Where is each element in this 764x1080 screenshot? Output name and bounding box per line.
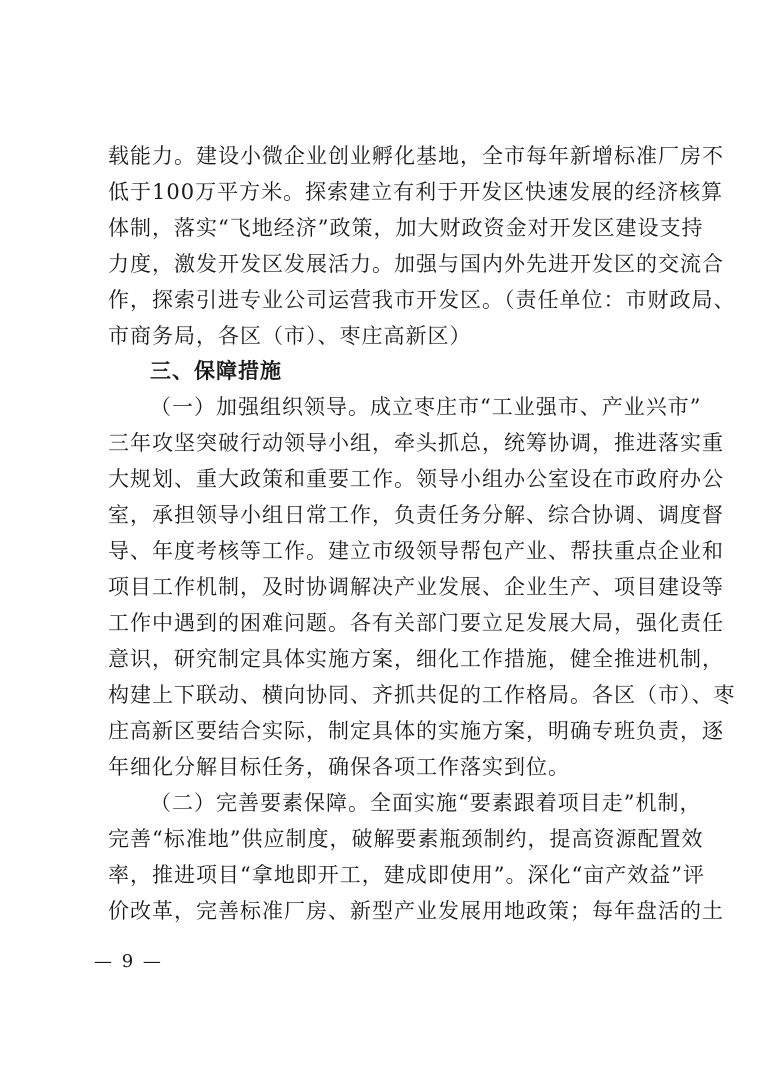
section-heading: 三、保障措施 [150,359,282,383]
subsection-lead-line: （一）加强组织领导。成立枣庄市“工业强市、产业兴市” [150,395,702,419]
body-text-line: 庄高新区要结合实际，制定具体的实施方案，明确专班负责，逐 [108,719,724,743]
body-text-line: 构建上下联动、横向协同、齐抓共促的工作格局。各区（市）、枣 [108,683,736,707]
body-text-line: 低于100万平方米。探索建立有利于开发区快速发展的经济核算 [108,180,724,204]
body-text-line: 年细化分解目标任务，确保各项工作落实到位。 [108,755,570,779]
body-text-line: 导、年度考核等工作。建立市级领导帮包产业、帮扶重点企业和 [108,539,724,563]
page-number: — 9 — [94,951,163,972]
body-text-line: 项目工作机制，及时协调解决产业发展、企业生产、项目建设等 [108,575,724,599]
body-text-line: 市商务局，各区（市）、枣庄高新区） [108,324,472,348]
body-text-line: 作，探索引进专业公司运营我市开发区。（责任单位：市财政局、 [108,288,736,312]
body-text-line: 完善“标准地”供应制度，破解要素瓶颈制约，提高资源配置效 [108,827,704,851]
body-text-line: 大规划、重大政策和重要工作。领导小组办公室设在市政府办公 [108,467,724,491]
subsection-lead-line: （二）完善要素保障。全面实施“要素跟着项目走”机制， [150,791,702,815]
body-text-line: 体制，落实“飞地经济”政策，加大财政资金对开发区建设支持 [108,216,704,240]
body-text-line: 工作中遇到的困难问题。各有关部门要立足发展大局，强化责任 [108,611,724,635]
body-text-line: 率，推进项目“拿地即开工，建成即使用”。深化“亩产效益”评 [108,863,705,887]
body-text-line: 三年攻坚突破行动领导小组，牵头抓总，统筹协调，推进落实重 [108,431,724,455]
body-text-line: 价改革，完善标准厂房、新型产业发展用地政策；每年盘活的土 [108,899,724,923]
body-text-line: 载能力。建设小微企业创业孵化基地，全市每年新增标准厂房不 [108,144,724,168]
body-text-line: 力度，激发开发区发展活力。加强与国内外先进开发区的交流合 [108,252,724,276]
body-text-line: 室，承担领导小组日常工作，负责任务分解、综合协调、调度督 [108,503,724,527]
body-text-line: 意识，研究制定具体实施方案，细化工作措施，健全推进机制， [108,647,724,671]
